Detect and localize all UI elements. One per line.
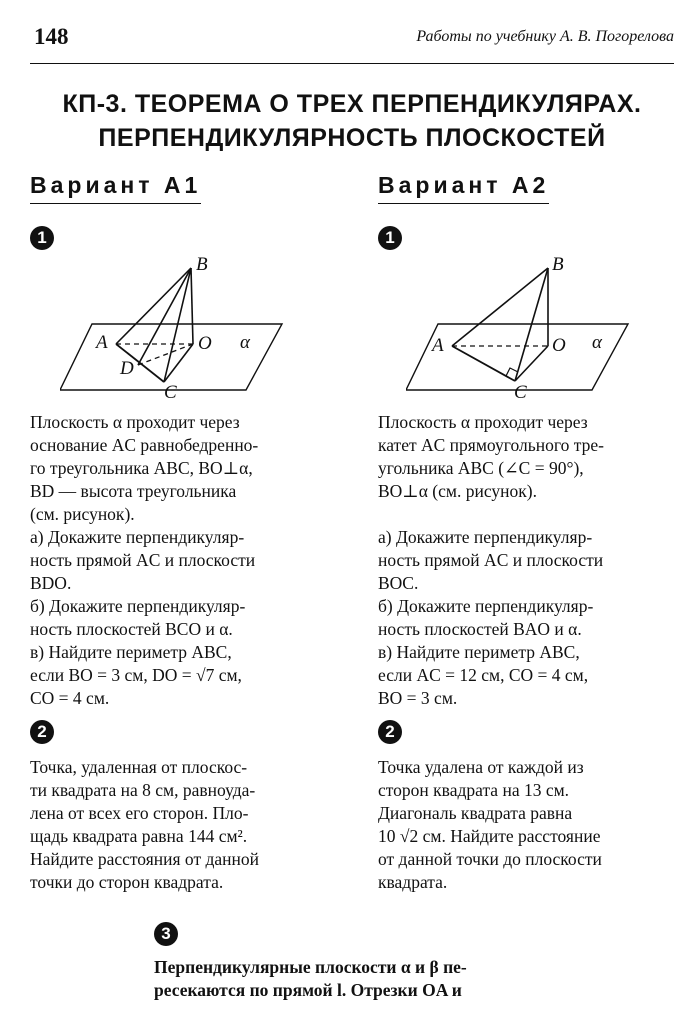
edge-bo-a1 [191, 268, 193, 344]
edge-bd-a1 [138, 268, 191, 365]
text-line: BO = 3 см. [378, 688, 458, 708]
text-line: точки до сторон квадрата. [30, 872, 224, 892]
figure-a2-pyramid [406, 248, 636, 398]
text-line: CO = 4 см. [30, 688, 110, 708]
label-o-a2: O [552, 335, 566, 356]
text-line: угольника ABC (∠C = 90°), [378, 458, 584, 478]
text-line: 10 √2 см. Найдите расстояние [378, 826, 601, 846]
section-title-line-1: КП-3. ТЕОРЕМА О ТРЕХ ПЕРПЕНДИКУЛЯРАХ. [62, 90, 642, 118]
text-line: BO⊥α (см. рисунок). [378, 481, 537, 501]
text-line: BDO. [30, 573, 72, 593]
label-a-a2: A [432, 335, 444, 356]
edge-ab-a2 [452, 268, 548, 346]
text-line: Плоскость α проходит через [30, 412, 240, 432]
text-line: б) Докажите перпендикуляр- [378, 596, 594, 616]
task-2-number-a2: 2 [378, 720, 402, 744]
task-1-number-a2: 1 [378, 226, 402, 250]
text-line: Найдите расстояния от данной [30, 849, 259, 869]
text-line: если BO = 3 см, DO = √7 см, [30, 665, 242, 685]
task-1-text-a2 [378, 411, 674, 710]
text-line: ти квадрата на 8 см, равноуда- [30, 780, 256, 800]
section-title [30, 87, 674, 155]
label-b-a2: B [552, 254, 564, 275]
text-line: ность плоскостей BCO и α. [30, 619, 233, 639]
variant-a2-heading: Вариант А2 [378, 172, 549, 204]
text-line: Точка, удаленная от плоскос- [30, 757, 248, 777]
text-line: сторон квадрата на 13 см. [378, 780, 570, 800]
label-c-a1: C [164, 382, 177, 398]
text-line: Перпендикулярные плоскости α и β пе- [154, 957, 467, 977]
label-a-a1: A [96, 332, 108, 353]
text-line: ность прямой AC и плоскости [378, 550, 604, 570]
text-line: BOC. [378, 573, 419, 593]
label-o-a1: O [198, 333, 212, 354]
page-number: 148 [34, 24, 69, 49]
text-line: катет AC прямоугольного тре- [378, 435, 604, 455]
task-3-text [154, 956, 554, 1002]
task-3-number: 3 [154, 922, 178, 946]
text-line: квадрата. [378, 872, 448, 892]
text-line: Точка удалена от каждой из [378, 757, 584, 777]
text-line: в) Найдите периметр ABC, [30, 642, 232, 662]
label-alpha-a2: α [592, 332, 602, 353]
text-line: (см. рисунок). [30, 504, 135, 524]
text-line: основание AC равнобедренно- [30, 435, 259, 455]
label-alpha-a1: α [240, 332, 250, 353]
text-line: щадь квадрата равна 144 см². [30, 826, 248, 846]
running-title: Работы по учебнику А. В. Погорелова [416, 28, 674, 45]
task-2-text-a2 [378, 756, 674, 894]
text-line: Диагональ квадрата равна [378, 803, 573, 823]
header-rule [30, 63, 674, 64]
text-line: ность плоскостей BAO и α. [378, 619, 582, 639]
text-line [378, 503, 674, 526]
text-line: б) Докажите перпендикуляр- [30, 596, 246, 616]
text-line: а) Докажите перпендикуляр- [30, 527, 245, 547]
task-1-number-a1: 1 [30, 226, 54, 250]
label-c-a2: C [514, 382, 527, 398]
task-2-number-a1: 2 [30, 720, 54, 744]
text-line: а) Докажите перпендикуляр- [378, 527, 593, 547]
variant-a1-heading: Вариант А1 [30, 172, 201, 204]
text-line: го треугольника ABC, BO⊥α, [30, 458, 253, 478]
text-line: Плоскость α проходит через [378, 412, 588, 432]
text-line: ность прямой AC и плоскости [30, 550, 256, 570]
section-title-line-2: ПЕРПЕНДИКУЛЯРНОСТЬ ПЛОСКОСТЕЙ [98, 124, 606, 152]
label-d-a1: D [120, 358, 134, 379]
task-2-text-a1 [30, 756, 321, 894]
edge-ab-a1 [116, 268, 191, 344]
text-line: лена от всех его сторон. Пло- [30, 803, 249, 823]
label-b-a1: B [196, 254, 208, 275]
text-line: от данной точки до плоскости [378, 849, 602, 869]
task-1-text-a1 [30, 411, 321, 710]
text-line: ресекаются по прямой l. Отрезки OA и [154, 980, 462, 1000]
text-line: если AC = 12 см, CO = 4 см, [378, 665, 589, 685]
text-line: BD — высота треугольника [30, 481, 237, 501]
figure-a1-pyramid [60, 248, 290, 398]
text-line: в) Найдите периметр ABC, [378, 642, 580, 662]
